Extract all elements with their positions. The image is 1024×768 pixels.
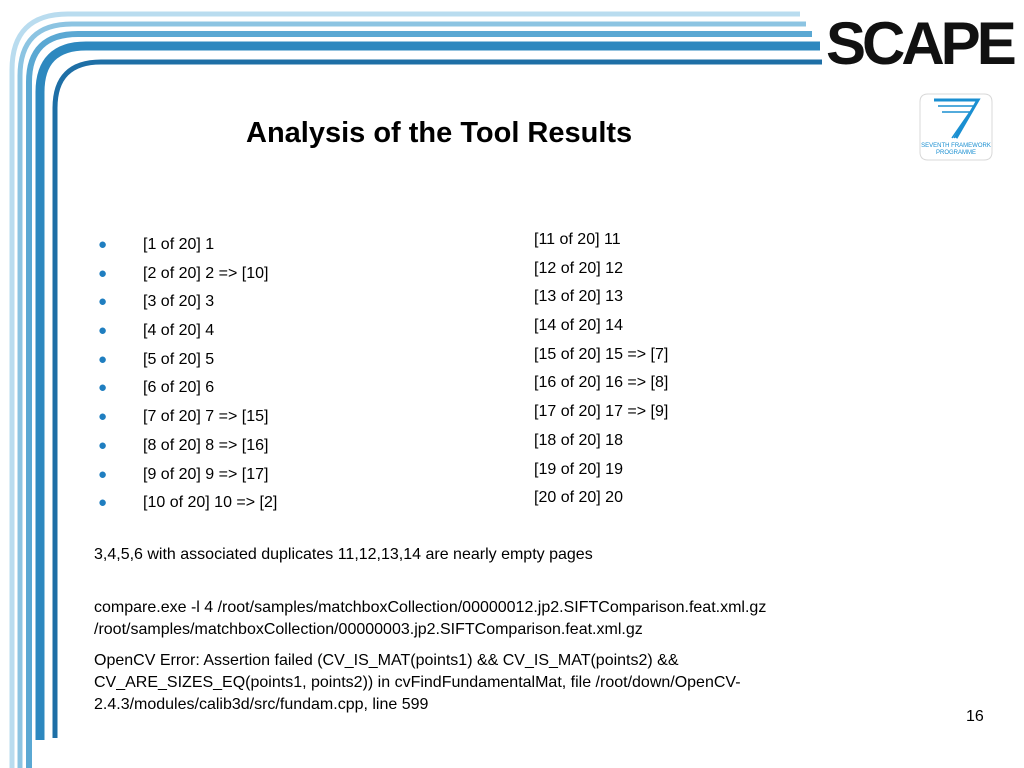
left-result-list xyxy=(98,233,277,520)
list-item: ● [6 of 20] 6 xyxy=(98,376,277,405)
list-item: [14 of 20] 14 xyxy=(534,317,623,335)
list-item: ● [7 of 20] 7 => [15] xyxy=(98,405,277,434)
list-item: [16 of 20] 16 => [8] xyxy=(534,374,669,392)
bullet-icon: ● xyxy=(98,465,108,483)
compare-command-text: compare.exe -l 4 /root/samples/matchboxCollection/00000012.jp2.SIFTComparison.feat.xml.gz /root/samples/matchboxCollection/00000003.jp2.SIFTComparison.feat.xml.gz xyxy=(94,599,767,638)
fp7-logo-text-line1: SEVENTH FRAMEWORK xyxy=(921,143,991,149)
bullet-icon: ● xyxy=(98,236,108,253)
empty-pages-note: 3,4,5,6 with associated duplicates 11,12,13,14 are nearly empty pages xyxy=(94,546,593,563)
list-item: ● [9 of 20] 9 => [17] xyxy=(98,463,277,492)
list-item: [12 of 20] 12 xyxy=(534,259,623,277)
list-item: ● [10 of 20] 10 => [2] xyxy=(98,491,277,520)
list-item: ● [1 of 20] 1 xyxy=(98,233,277,262)
list-item: [18 of 20] 18 xyxy=(534,431,623,449)
list-item: [15 of 20] 15 => [7] xyxy=(534,345,669,363)
scape-logo: SCAPE xyxy=(826,10,1013,77)
opencv-error-text: OpenCV Error: Assertion failed (CV_IS_MAT(points1) && CV_IS_MAT(points2) && CV_ARE_SIZES_EQ(points1, points2)) in cvFindFundamentalMat, file /root/down/OpenCV-2.4.3/modules/calib3d/src/fundam.cpp, line 599 xyxy=(94,652,741,713)
bullet-icon: ● xyxy=(98,379,108,397)
slide-title: Analysis of the Tool Results xyxy=(246,117,633,149)
page-number: 16 xyxy=(966,708,984,725)
list-item: ● [2 of 20] 2 => [10] xyxy=(98,262,277,291)
right-result-list xyxy=(534,228,668,515)
list-item: ● [8 of 20] 8 => [16] xyxy=(98,434,277,463)
bullet-icon: ● xyxy=(98,293,108,311)
list-item: [19 of 20] 19 xyxy=(534,460,623,478)
list-item: ● [4 of 20] 4 xyxy=(98,319,277,348)
list-item: ● [5 of 20] 5 xyxy=(98,348,277,377)
bullet-icon: ● xyxy=(98,436,108,454)
list-item: [17 of 20] 17 => [9] xyxy=(534,403,669,421)
fp7-logo xyxy=(916,92,996,162)
bullet-icon: ● xyxy=(98,350,108,368)
bullet-icon: ● xyxy=(98,408,108,426)
list-item: [11 of 20] 11 xyxy=(534,231,621,248)
bullet-icon: ● xyxy=(98,494,108,512)
fp7-logo-text-line2: PROGRAMME xyxy=(935,150,977,156)
list-item: [20 of 20] 20 xyxy=(534,489,623,507)
bullet-icon: ● xyxy=(98,264,108,282)
list-item: [13 of 20] 13 xyxy=(534,288,623,306)
list-item: ● [3 of 20] 3 xyxy=(98,290,277,319)
bullet-icon: ● xyxy=(98,322,108,340)
